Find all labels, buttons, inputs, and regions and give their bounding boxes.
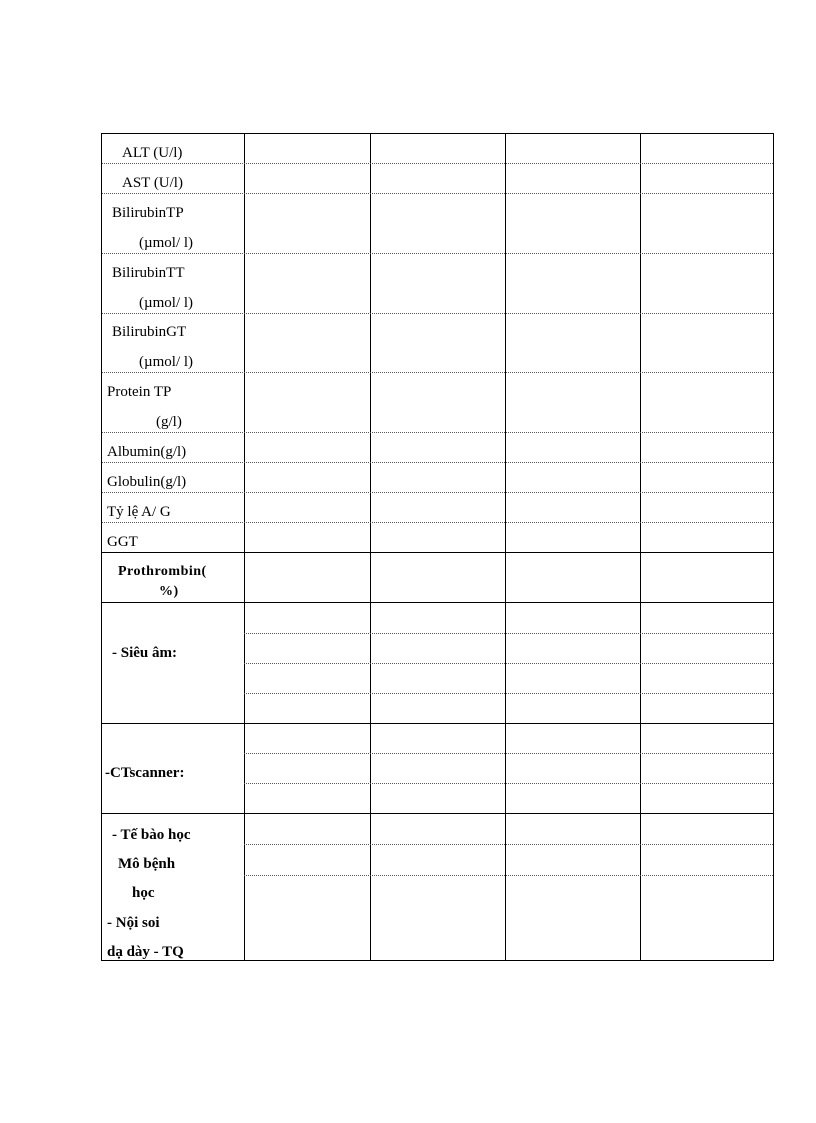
row-divider bbox=[102, 253, 773, 254]
sub-row-divider bbox=[244, 693, 773, 694]
lab-results-table bbox=[101, 133, 774, 961]
sub-row-divider bbox=[244, 663, 773, 664]
row-label-bilirubin-gt-unit: (µmol/ l) bbox=[139, 354, 194, 370]
sub-row-divider bbox=[244, 633, 773, 634]
column-divider bbox=[370, 134, 371, 960]
row-label-hoc: học bbox=[132, 885, 155, 901]
row-divider bbox=[102, 193, 773, 194]
row-divider bbox=[102, 313, 773, 314]
sub-row-divider bbox=[244, 753, 773, 754]
row-label-albumin: Albumin(g/l) bbox=[107, 444, 187, 460]
row-label-alt: ALT (U/l) bbox=[122, 145, 183, 161]
row-label-bilirubin-tt-unit: (µmol/ l) bbox=[139, 295, 194, 311]
row-divider bbox=[102, 723, 773, 724]
row-divider bbox=[102, 163, 773, 164]
row-divider bbox=[102, 552, 773, 553]
row-label-prothrombin-unit: %) bbox=[159, 584, 179, 599]
sub-row-divider bbox=[244, 875, 773, 876]
column-divider bbox=[244, 134, 245, 960]
column-divider bbox=[505, 134, 506, 960]
row-divider bbox=[102, 813, 773, 814]
row-label-bilirubin-tp: BilirubinTP bbox=[112, 205, 184, 221]
row-label-mo-benh: Mô bệnh bbox=[118, 856, 176, 872]
row-label-ratio: Tỷ lệ A/ G bbox=[107, 504, 171, 520]
row-divider bbox=[102, 492, 773, 493]
row-divider bbox=[102, 432, 773, 433]
sub-row-divider bbox=[244, 844, 773, 845]
row-label-protein-tp-unit: (g/l) bbox=[156, 414, 182, 430]
row-divider bbox=[102, 602, 773, 603]
column-divider bbox=[640, 134, 641, 960]
row-label-sieu-am: - Siêu âm: bbox=[112, 645, 177, 661]
row-divider bbox=[102, 462, 773, 463]
row-divider bbox=[102, 372, 773, 373]
row-divider bbox=[102, 522, 773, 523]
row-label-ast: AST (U/l) bbox=[122, 175, 183, 191]
row-label-globulin: Globulin(g/l) bbox=[107, 474, 187, 490]
row-label-ct-scanner: -CTscanner: bbox=[105, 765, 185, 781]
row-label-bilirubin-tt: BilirubinTT bbox=[112, 265, 185, 281]
row-label-te-bao-hoc: - Tế bào học bbox=[112, 827, 191, 843]
row-label-prothrombin: Prothrombin( bbox=[118, 564, 207, 579]
row-label-bilirubin-tp-unit: (µmol/ l) bbox=[139, 235, 194, 251]
row-label-protein-tp: Protein TP bbox=[107, 384, 172, 400]
row-label-da-day-tq: dạ dày - TQ bbox=[107, 944, 184, 960]
sub-row-divider bbox=[244, 783, 773, 784]
row-label-bilirubin-gt: BilirubinGT bbox=[112, 324, 187, 340]
row-label-ggt: GGT bbox=[107, 534, 138, 550]
row-label-noi-soi: - Nội soi bbox=[107, 915, 160, 931]
